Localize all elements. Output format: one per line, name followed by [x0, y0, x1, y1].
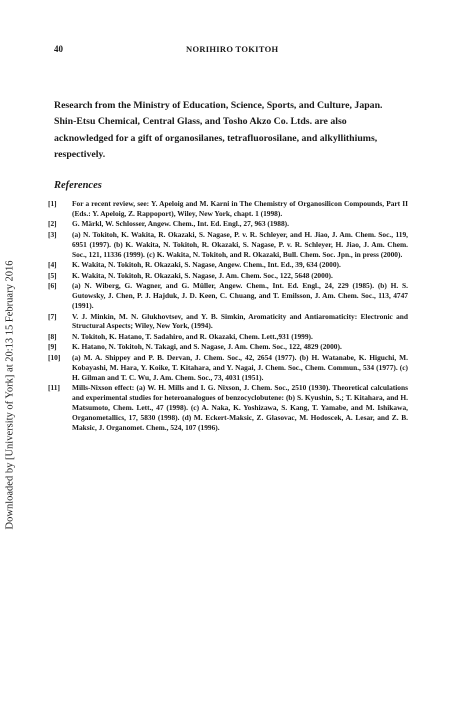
reference-text: N. Tokitoh, K. Hatano, T. Sadahiro, and R. Okazaki, Chem. Lett.,931 (1999). [72, 331, 313, 341]
reference-text: K. Wakita, N. Tokitoh, R. Okazaki, S. Nagase, J. Am. Chem. Soc., 122, 5648 (2000). [72, 270, 333, 280]
reference-item [48, 312, 408, 332]
references-heading: References [54, 180, 102, 191]
reference-number: [8] [48, 331, 57, 341]
reference-text: V. J. Minkin, M. N. Glukhovtsev, and Y. B. Simkin, Aromaticity and Antiaromaticity: Electronic and Structural Aspects; Wiley, New York, (1994). [72, 311, 408, 331]
running-head: NORIHIRO TOKITOH [186, 44, 279, 54]
reference-item [48, 281, 408, 311]
page-number: 40 [54, 44, 63, 54]
reference-item [48, 383, 408, 433]
reference-number: [1] [48, 199, 57, 208]
download-notice-text: Downloaded by [University of York] at 20:13 15 February 2016 [4, 260, 16, 530]
reference-number: [5] [48, 270, 57, 280]
reference-text: (a) N. Tokitoh, K. Wakita, R. Okazaki, S. Nagase, P. v. R. Schleyer, and H. Jiao, J. Am. Chem. Soc., 119, 6951 (1997). (b) K. Wakita, N. Tokitoh, R. Okazaki, S. Nagase, P. v. R. Schleyer, H. Jiao, J. Am. Chem. Soc., 121, 11336 (1999). (c) K. Wakita, N. Tokitoh, and R. Okazaki, Bull. Chem. Soc. Jpn., in press (2000). [72, 229, 408, 259]
reference-number: [11] [48, 383, 60, 393]
reference-item [48, 260, 408, 270]
reference-item [48, 353, 408, 383]
reference-number: [2] [48, 219, 57, 229]
reference-item [48, 219, 408, 229]
reference-number: [9] [48, 342, 57, 352]
reference-number: [10] [48, 352, 61, 362]
reference-text: (a) M. A. Shippey and P. B. Dervan, J. Chem. Soc., 42, 2654 (1977). (b) H. Watanabe, K. Higuchi, M. Kobayashi, M. Hara, Y. Koike, T. Kitahara, and Y. Nagai, J. Chem. Soc., Chem. Commun., 534 (1977). (c) H. Gilman and T. C. Wu, J. Am. Chem. Soc., 73, 4031 (1951). [72, 352, 408, 382]
reference-number: [4] [48, 260, 57, 270]
reference-item [48, 271, 408, 281]
download-notice [2, 160, 18, 630]
reference-text: Mills-Nixson effect: (a) W. H. Mills and I. G. Nixson, J. Chem. Soc., 2510 (1930). Theoretical calculations and experimental studies for heteroanalogues of benzocyclobutene: (b) S. Kyushin, S.; T. Kitahara, and H. Matsumoto, Chem. Lett., 47 (1998). (c) A. Naka, K. Yoshizawa, S. Kang, T. Yamabe, and M. Ishikawa, Organometallics, 17, 5830 (1998). (d) M. Eckert-Maksic, Z. Glasovac, M. Hodoscek, A. Lesar, and Z. B. Maksic, J. Organomet. Chem., 524, 107 (1996). [72, 383, 408, 432]
reference-text: (a) N. Wiberg, G. Wagner, and G. Müller, Angew. Chem., Int. Ed. Engl., 24, 229 (1985). (b) H. S. Gutowsky, J. Chen, P. J. Hajduk, J. D. Keen, C. Chuang, and T. Emilsson, J. Am. Chem. Soc., 113, 4747 (1991). [72, 281, 408, 311]
reference-list [48, 199, 408, 433]
reference-item [48, 199, 408, 219]
reference-text: K. Hatano, N. Tokitoh, N. Takagi, and S. Nagase, J. Am. Chem. Soc., 122, 4829 (2000). [72, 342, 342, 352]
reference-item [48, 342, 408, 352]
reference-item [48, 332, 408, 342]
acknowledgment-paragraph: Research from the Ministry of Education, Science, Sports, and Culture, Japan. Shin-Etsu Chemical, Central Glass, and Tosho Akzo Co. Ltds. are also acknowledged for a gift of organosilanes, tetrafluorosilane, and alkyllithiums, respectively. [54, 100, 383, 160]
reference-text: G. Märkl, W. Schlosser, Angew. Chem., Int. Ed. Engl., 27, 963 (1988). [72, 219, 289, 229]
reference-text: K. Wakita, N. Tokitoh, R. Okazaki, S. Nagase, Angew. Chem., Int. Ed., 39, 634 (2000). [72, 260, 341, 270]
reference-number: [7] [48, 311, 57, 321]
reference-number: [3] [48, 229, 57, 239]
reference-number: [6] [48, 281, 57, 291]
reference-text: For a recent review, see: Y. Apeloig and M. Karni in The Chemistry of Organosilicon Compounds, Part II (Eds.: Y. Apeloig, Z. Rappoport), Wiley, New York, chapt. 1 (1998). [72, 199, 408, 218]
reference-item [48, 230, 408, 260]
